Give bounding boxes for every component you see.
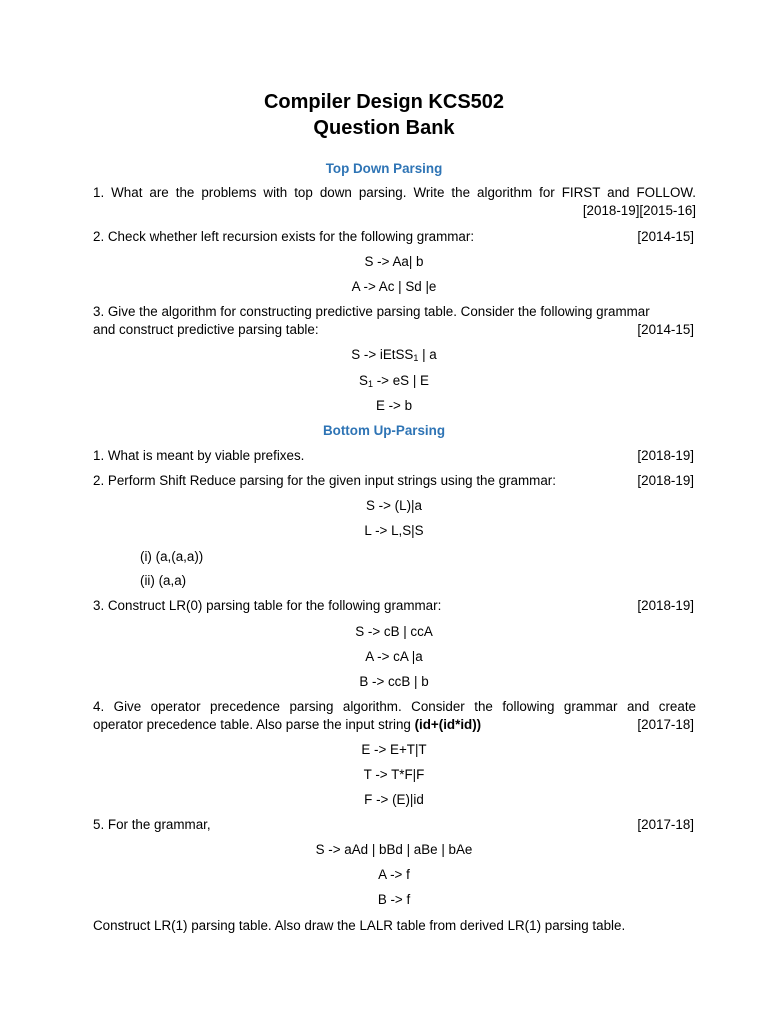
- input-string: (id+(id*id)): [414, 717, 482, 732]
- document-title: Compiler Design KCS502: [263, 91, 505, 113]
- grammar-rule: B -> ccB | b: [359, 674, 429, 689]
- question-text: 5. For the grammar,: [93, 817, 211, 832]
- question-text: and construct predictive parsing table:: [93, 322, 319, 337]
- input-string: (i) (a,(a,a)): [140, 549, 204, 564]
- question-text: 1. What are the problems with top down parsing. Write the algorithm for FIRST and FOLLOW.: [93, 185, 696, 200]
- question-text: operator precedence table. Also parse the input string (id+(id*id)): [93, 717, 482, 732]
- question-text: 3. Construct LR(0) parsing table for the following grammar:: [93, 598, 442, 613]
- section-heading-bottom-up: Bottom Up-Parsing: [323, 423, 445, 438]
- grammar-rule: A -> f: [378, 867, 410, 882]
- grammar-rule: L -> L,S|S: [364, 523, 424, 538]
- document-subtitle: Question Bank: [313, 117, 455, 139]
- grammar-rule: E -> E+T|T: [361, 742, 427, 757]
- question-text: 4. Give operator precedence parsing algorithm. Consider the following grammar and create: [93, 699, 696, 714]
- question-year: [2017-18]: [637, 717, 694, 732]
- section-heading-top-down: Top Down Parsing: [325, 161, 443, 176]
- input-string: (ii) (a,a): [140, 573, 187, 588]
- grammar-rule: S -> aAd | bBd | aBe | bAe: [315, 842, 473, 857]
- grammar-rule: T -> T*F|F: [363, 767, 425, 782]
- question-year: [2018-19]: [637, 448, 694, 463]
- grammar-rule: $S_1$ -> eS | E: [359, 373, 429, 389]
- question-year: [2017-18]: [637, 817, 694, 832]
- grammar-rule: F -> (E)|id: [364, 792, 424, 807]
- grammar-rule: E -> b: [375, 398, 413, 413]
- grammar-rule: S -> cB | ccA: [355, 624, 433, 639]
- question-text: 3. Give the algorithm for constructing predictive parsing table. Consider the following grammar: [93, 304, 650, 319]
- grammar-rule: A -> Ac | Sd |e: [351, 279, 437, 294]
- grammar-rule: S -> (L)|a: [366, 498, 422, 513]
- question-text: 2. Perform Shift Reduce parsing for the given input strings using the grammar:: [93, 473, 556, 488]
- grammar-rule: S -> Aa| b: [364, 254, 424, 269]
- question-year: [2018-19]: [637, 473, 694, 488]
- grammar-rule: S -> iEtSS$_1$ | a: [351, 347, 437, 363]
- question-year: [2018-19][2015-16]: [582, 203, 696, 218]
- question-text: Construct LR(1) parsing table. Also draw the LALR table from derived LR(1) parsing table.: [93, 918, 626, 933]
- question-year: [2018-19]: [637, 598, 694, 613]
- question-year: [2014-15]: [637, 322, 694, 337]
- grammar-rule: A -> cA |a: [365, 649, 423, 664]
- question-text: 2. Check whether left recursion exists for the following grammar:: [93, 229, 475, 244]
- question-year: [2014-15]: [637, 229, 694, 244]
- question-text: 1. What is meant by viable prefixes.: [93, 448, 305, 463]
- grammar-rule: B -> f: [377, 892, 411, 907]
